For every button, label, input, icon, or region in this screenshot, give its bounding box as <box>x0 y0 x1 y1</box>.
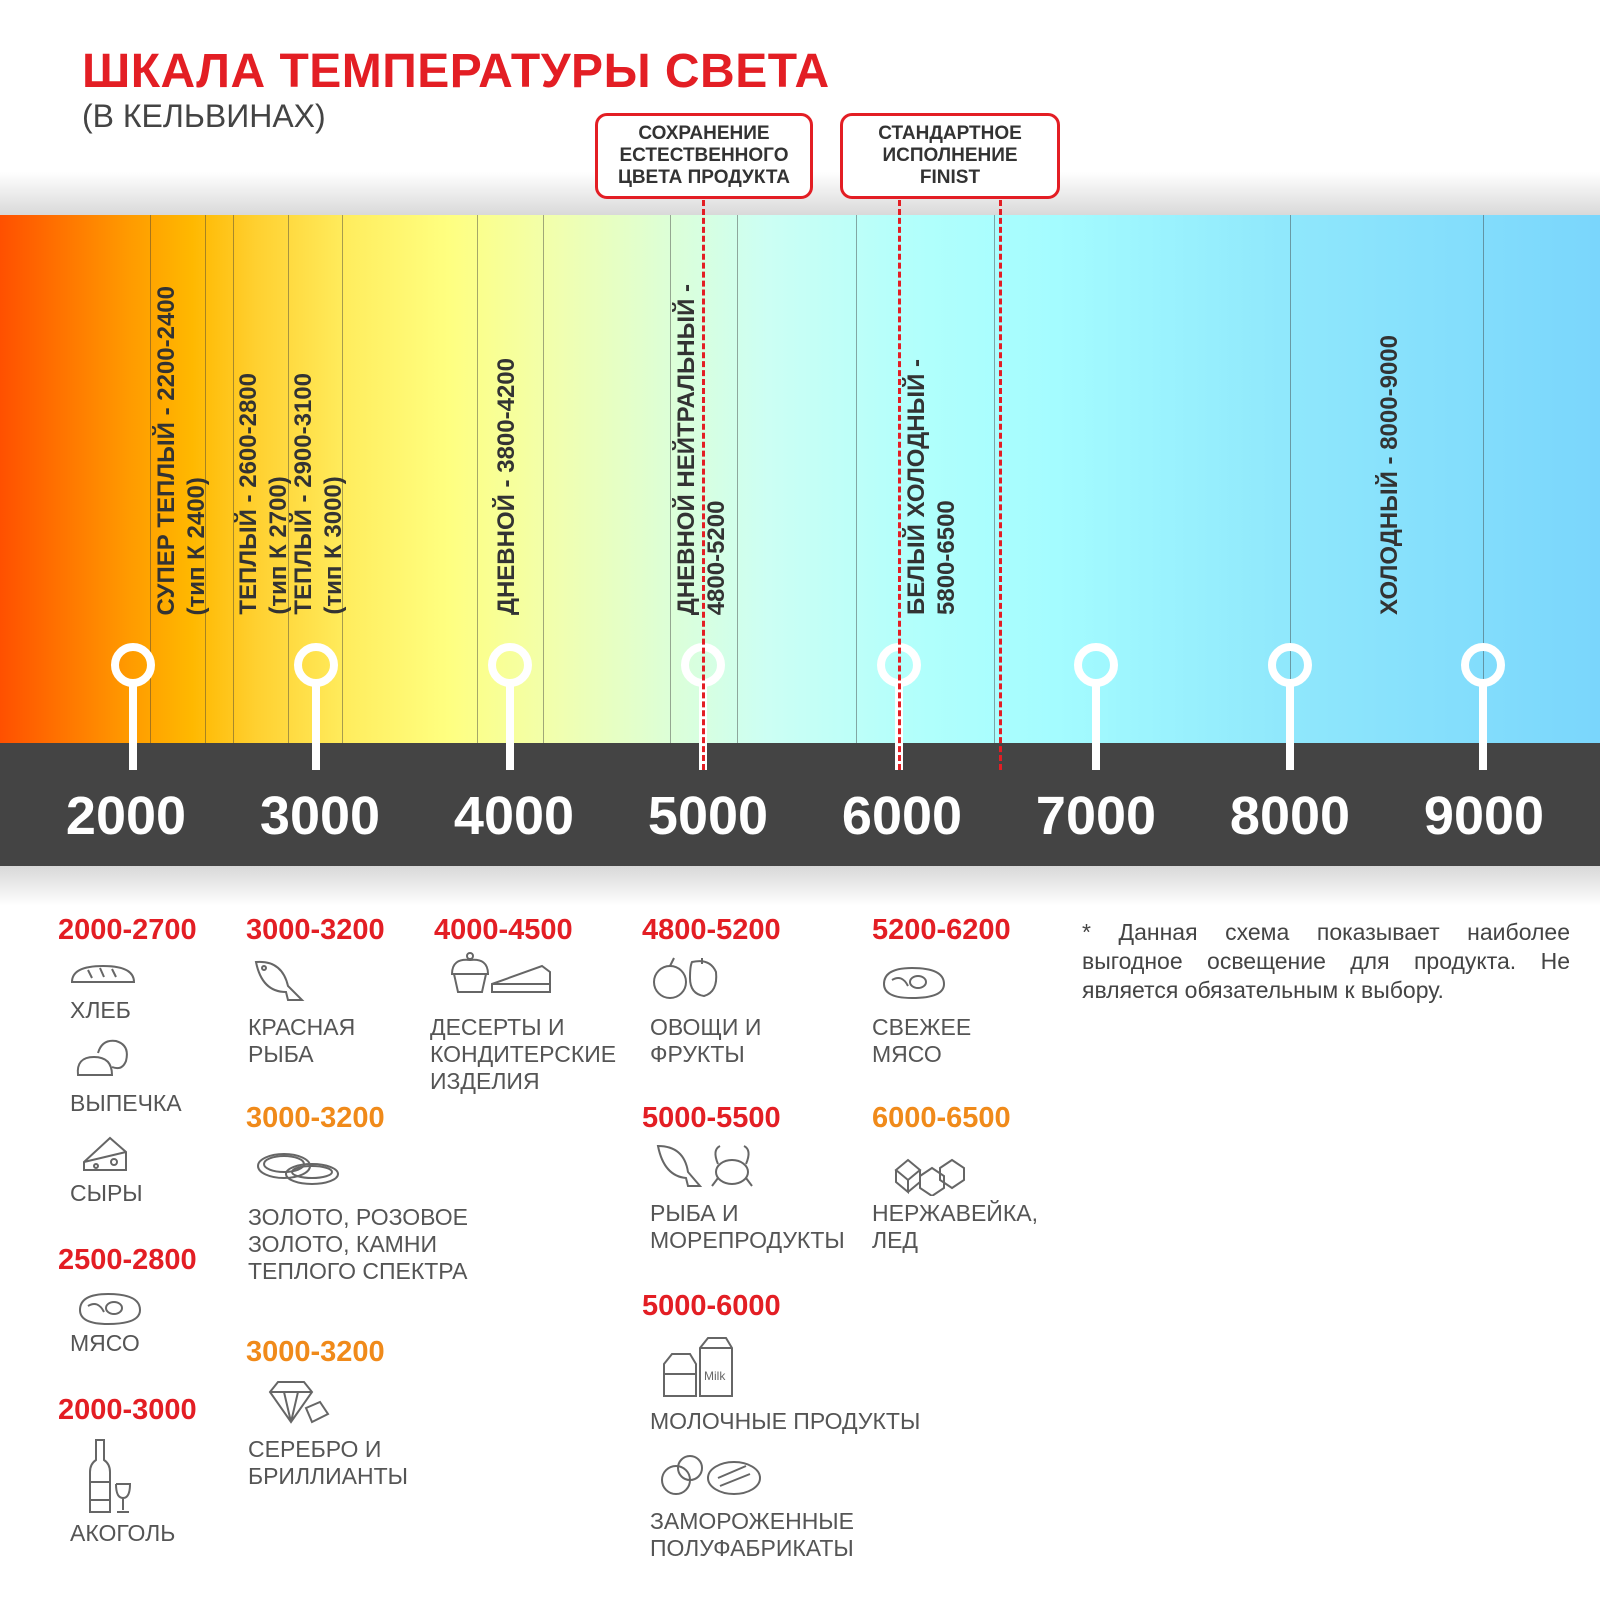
product-label: КРАСНАЯ РЫБА <box>248 1014 356 1067</box>
callout-line: СТАНДАРТНОЕ <box>878 123 1022 144</box>
range-label: 3000-3200 <box>246 914 385 946</box>
cake-icon <box>446 950 556 1005</box>
zone-divider <box>737 215 738 743</box>
zone-label-cool-white: БЕЛЫЙ ХОЛОДНЫЙ - 5800-6500 <box>903 359 960 615</box>
callout-line: ЕСТЕСТВЕННОГО <box>619 145 789 166</box>
callout-natural-color <box>595 113 813 199</box>
range-label: 5200-6200 <box>872 914 1011 946</box>
zone-divider <box>543 215 544 743</box>
scale-pin <box>1074 643 1118 770</box>
zone-label-daylight: ДНЕВНОЙ - 3800-4200 <box>493 357 520 615</box>
milk-icon <box>660 1334 750 1405</box>
cheese-icon <box>80 1132 130 1181</box>
product-label: ОВОЩИ И ФРУКТЫ <box>650 1014 762 1067</box>
zone-label-cold: ХОЛОДНЫЙ - 8000-9000 <box>1376 335 1403 615</box>
callout-line: FINIST <box>919 167 981 188</box>
range-label: 2500-2800 <box>58 1244 197 1276</box>
product-label: РЫБА И МОРЕПРОДУКТЫ <box>650 1200 845 1253</box>
tick-label: 2000 <box>65 786 187 846</box>
fish-icon <box>252 956 308 1013</box>
ice-cubes-icon <box>892 1156 966 1201</box>
scale-pin <box>294 643 338 770</box>
zone-label-super-warm: СУПЕР ТЕПЛЫЙ - 2200-2400 (тип К 2400) <box>153 285 210 615</box>
tick-label: 4000 <box>453 786 575 846</box>
tick-label: 8000 <box>1229 786 1351 846</box>
product-label: ХЛЕБ <box>70 997 131 1023</box>
range-label: 6000-6500 <box>872 1102 1011 1134</box>
tick-label: 3000 <box>259 786 381 846</box>
product-label: НЕРЖАВЕЙКА, ЛЕД <box>872 1200 1038 1253</box>
zone-divider <box>994 215 995 743</box>
product-label: МЯСО <box>70 1330 140 1356</box>
callout-line: ИСПОЛНЕНИЕ <box>882 145 1018 166</box>
product-label: ЗАМОРОЖЕННЫЕ ПОЛУФАБРИКАТЫ <box>650 1508 855 1561</box>
scale-pin <box>1268 643 1312 770</box>
range-label: 5000-5500 <box>642 1102 781 1134</box>
tick-label: 6000 <box>841 786 963 846</box>
scale-pin <box>111 643 155 770</box>
bottle-icon <box>88 1438 134 1519</box>
product-label: МОЛОЧНЫЕ ПРОДУКТЫ <box>650 1408 921 1434</box>
scale-pin <box>1461 643 1505 770</box>
svg-text:Milk: Milk <box>704 1369 726 1383</box>
page-subtitle: (В КЕЛЬВИНАХ) <box>82 98 326 134</box>
zone-label-warm-3000: ТЕПЛЫЙ - 2900-3100 (тип К 3000) <box>290 373 347 615</box>
range-label: 2000-2700 <box>58 914 197 946</box>
range-label: 5000-6000 <box>642 1290 781 1322</box>
callout-standard-finist <box>840 113 1060 199</box>
range-label: 4000-4500 <box>434 914 573 946</box>
footnote: * Данная схема показывает наиболее выгодное освещение для продукта. Не является обязательным к выбору. <box>1082 919 1570 1003</box>
shade-bottom <box>0 866 1600 906</box>
diamond-icon <box>266 1380 332 1431</box>
product-label: ВЫПЕЧКА <box>70 1090 182 1116</box>
zone-divider <box>856 215 857 743</box>
range-label: 2000-3000 <box>58 1394 197 1426</box>
croissant-icon <box>72 1035 134 1088</box>
steak-icon <box>878 964 948 1007</box>
color-temperature-gradient <box>0 215 1600 743</box>
tick-label: 9000 <box>1423 786 1545 846</box>
callout-dashed-line <box>702 200 705 770</box>
callout-line: ЦВЕТА ПРОДУКТА <box>617 167 791 188</box>
tick-label: 7000 <box>1035 786 1157 846</box>
bread-icon <box>68 960 138 995</box>
callout-dashed-line <box>999 200 1002 770</box>
page-title: ШКАЛА ТЕМПЕРАТУРЫ СВЕТА <box>82 45 830 98</box>
rings-icon <box>256 1148 342 1195</box>
callout-dashed-line <box>898 200 901 770</box>
range-label: 4800-5200 <box>642 914 781 946</box>
product-label: СЕРЕБРО И БРИЛЛИАНТЫ <box>248 1436 409 1489</box>
callout-line: СОХРАНЕНИЕ <box>638 123 770 144</box>
zone-label-daylight-neutral: ДНЕВНОЙ НЕЙТРАЛЬНЫЙ - 4800-5200 <box>673 283 730 615</box>
steak-icon <box>74 1290 144 1333</box>
product-label: СВЕЖЕЕ МЯСО <box>872 1014 972 1067</box>
product-label: СЫРЫ <box>70 1180 143 1206</box>
scale-pin <box>488 643 532 770</box>
range-label: 3000-3200 <box>246 1102 385 1134</box>
seafood-icon <box>654 1142 758 1201</box>
range-label: 3000-3200 <box>246 1336 385 1368</box>
zone-label-warm-2700: ТЕПЛЫЙ - 2600-2800 (тип К 2700) <box>235 373 292 615</box>
product-label: ДЕСЕРТЫ И КОНДИТЕРСКИЕ ИЗДЕЛИЯ <box>430 1014 617 1094</box>
zone-divider <box>670 215 671 743</box>
frozen-food-icon <box>654 1450 764 1507</box>
zone-divider <box>477 215 478 743</box>
tick-label: 5000 <box>647 786 769 846</box>
fruit-icon <box>650 952 722 1007</box>
product-label: ЗОЛОТО, РОЗОВОЕ ЗОЛОТО, КАМНИ ТЕПЛОГО СПЕКТРА <box>248 1204 468 1284</box>
product-label: АКОГОЛЬ <box>70 1520 176 1546</box>
